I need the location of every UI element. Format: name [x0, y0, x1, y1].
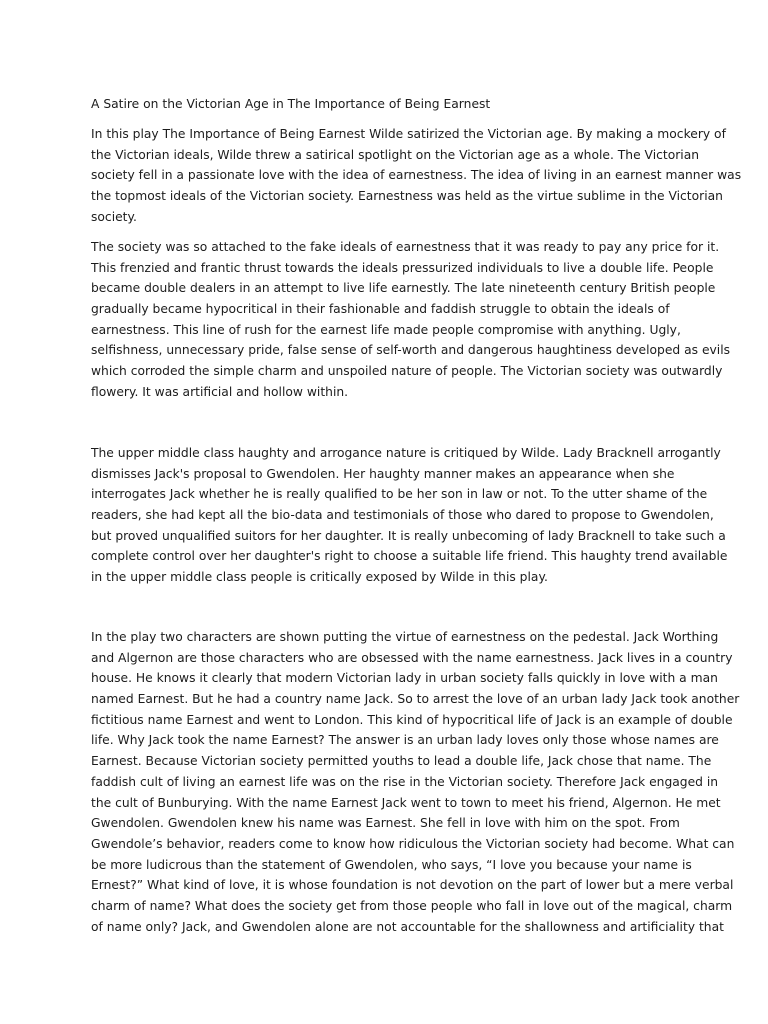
- text-line: This frenzied and frantic thrust towards the ideals pressurized individuals to live a double life. People: [91, 260, 714, 275]
- text-line: dismisses Jack's proposal to Gwendolen. Her haughty manner makes an appearance when she: [91, 466, 675, 481]
- text-line: Earnest. Because Victorian society permitted youths to lead a double life, Jack chose that name. The: [91, 754, 712, 769]
- text-line: life. Why Jack took the name Earnest? The answer is an urban lady loves only those whose names are: [91, 733, 719, 748]
- text-line: selfishness, unnecessary pride, false sense of self-worth and dangerous haughtiness developed as evils: [91, 343, 731, 358]
- text-line: the Victorian ideals, Wilde threw a satirical spotlight on the Victorian age as a whole. The Victorian: [91, 147, 700, 162]
- text-line: the topmost ideals of the Victorian society. Earnestness was held as the virtue sublime in the Victorian: [91, 189, 723, 204]
- text-line: flowery. It was artificial and hollow within.: [91, 384, 349, 399]
- text-line: house. He knows it clearly that modern Victorian lady in urban society falls quickly in love with a man: [91, 671, 718, 686]
- text-line: charm of name? What does the society get from those people who fall in love out of the magical, charm: [91, 898, 733, 913]
- text-line: of name only? Jack, and Gwendolen alone are not accountable for the shallowness and artificiality that: [91, 919, 724, 934]
- paragraph-earnestness-characters: [91, 627, 740, 937]
- text-line: the cult of Bunburying. With the name Earnest Jack went to town to meet his friend, Algernon. He met: [91, 795, 721, 810]
- text-line: but proved unqualified suitors for her daughter. It is really unbecoming of lady Bracknell to take such a: [91, 528, 726, 543]
- text-line: society fell in a passionate love with the idea of earnestness. The idea of living in an earnest manner was: [91, 168, 742, 183]
- text-line: Ernest?” What kind of love, it is whose foundation is not devotion on the part of lower but a mere verbal: [91, 878, 734, 893]
- paragraph-upper-middle-class: [91, 443, 728, 588]
- text-line: faddish cult of living an earnest life was on the rise in the Victorian society. Therefore Jack engaged in: [91, 774, 719, 789]
- text-line: The upper middle class haughty and arrogance nature is critiqued by Wilde. Lady Bracknell arrogantly: [91, 446, 721, 460]
- text-line: The society was so attached to the fake ideals of earnestness that it was ready to pay any price for it.: [91, 240, 720, 254]
- text-line: Gwendole’s behavior, readers come to know how ridiculous the Victorian society had become. What can: [91, 836, 735, 851]
- text-line: and Algernon are those characters who are obsessed with the name earnestness. Jack lives in a country: [91, 650, 733, 665]
- text-line: became double dealers in an attempt to live life earnestly. The late nineteenth century British people: [91, 281, 716, 296]
- text-line: gradually became hypocritical in their fashionable and faddish struggle to obtain the ideals of: [91, 302, 670, 317]
- text-line: In the play two characters are shown putting the virtue of earnestness on the pedestal. Jack Worthing: [91, 630, 719, 644]
- text-line: in the upper middle class people is critically exposed by Wilde in this play.: [91, 570, 548, 585]
- text-line: interrogates Jack whether he is really qualified to be her son in law or not. To the utter shame of the: [91, 487, 708, 502]
- text-line: named Earnest. But he had a country name Jack. So to arrest the love of an urban lady Jack took another: [91, 692, 740, 707]
- text-line: fictitious name Earnest and went to London. This kind of hypocritical life of Jack is an example of double: [91, 712, 733, 727]
- text-line: In this play The Importance of Being Earnest Wilde satirized the Victorian age. By making a mockery of: [91, 127, 726, 141]
- text-line: complete control over her daughter's right to choose a suitable life friend. This haughty trend available: [91, 549, 728, 564]
- text-line: society.: [91, 209, 137, 224]
- paragraph-victorian-ideals: [91, 124, 742, 227]
- text-line: earnestness. This line of rush for the earnest life made people compromise with anything. Ugly,: [91, 322, 681, 337]
- text-line: be more ludicrous than the statement of Gwendolen, who says, “I love you because your name is: [91, 857, 692, 872]
- paragraph-fake-ideals: [91, 237, 731, 403]
- text-line: Gwendolen. Gwendolen knew his name was Earnest. She fell in love with him on the spot. From: [91, 816, 680, 831]
- text-line: which corroded the simple charm and unspoiled nature of people. The Victorian society was outwardly: [91, 364, 723, 379]
- text-line: readers, she had kept all the bio-data and testimonials of those who dared to propose to Gwendolen,: [91, 508, 714, 523]
- document-title: A Satire on the Victorian Age in The Importance of Being Earnest: [91, 97, 491, 111]
